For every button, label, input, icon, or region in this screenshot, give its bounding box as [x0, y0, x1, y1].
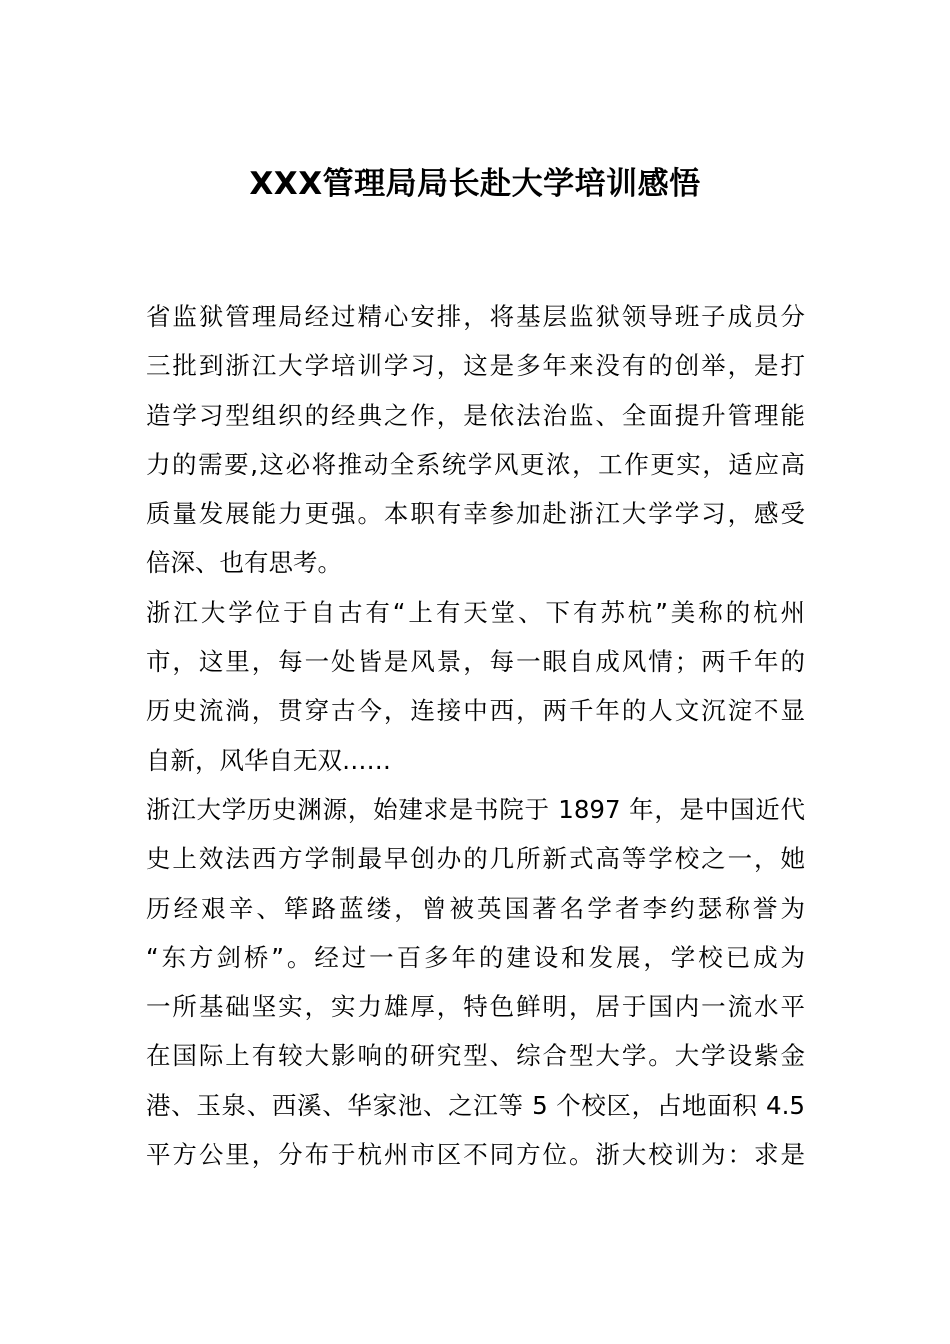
text-line: 历经艰辛、筚路蓝缕，曾被英国著名学者李约瑟称誉为 [146, 893, 805, 923]
text-line: 省监狱管理局经过精心安排，将基层监狱领导班子成员分 [146, 302, 805, 331]
text-line: 质量发展能力更强。本职有幸参加赴浙江大学学习，感受 [146, 499, 805, 529]
document-title: XXX管理局局长赴大学培训感悟 [249, 166, 701, 202]
text-line: 自新，风华自无双…… [146, 745, 391, 775]
text-line: 造学习型组织的经典之作，是依法治监、全面提升管理能 [146, 400, 805, 430]
text-line: 历史流淌，贯穿古今，连接中西，两千年的人文沉淀不显 [146, 696, 805, 726]
text-line: 市，这里，每一处皆是风景，每一眼自成风情；两千年的 [146, 647, 805, 677]
text-line: 史上效法西方学制最早创办的几所新式高等学校之一，她 [146, 844, 805, 874]
paragraph [146, 790, 805, 1184]
text-line: 港、玉泉、西溪、华家池、之江等 5 个校区，占地面积 4.5 [146, 1090, 805, 1120]
paragraph [146, 593, 805, 790]
text-line: 三批到浙江大学培训学习，这是多年来没有的创举，是打 [146, 351, 805, 381]
text-line: 平方公里，分布于杭州市区不同方位。浙大校训为：求是 [146, 1140, 805, 1170]
text-line: 力的需要,这必将推动全系统学风更浓，工作更实，适应高 [146, 449, 805, 479]
text-line: 一所基础坚实，实力雄厚，特色鲜明，居于国内一流水平 [146, 992, 805, 1022]
text-line: 在国际上有较大影响的研究型、综合型大学。大学设紫金 [146, 1041, 805, 1071]
text-line: 倍深、也有思考。 [146, 548, 342, 578]
text-line: 浙江大学历史渊源，始建求是书院于 1897 年，是中国近代 [146, 794, 805, 824]
text-line: 浙江大学位于自古有“上有天堂、下有苏杭”美称的杭州 [146, 597, 805, 627]
document-body [146, 297, 805, 1184]
paragraph [146, 297, 805, 593]
text-line: “东方剑桥”。经过一百多年的建设和发展，学校已成为 [146, 942, 805, 972]
